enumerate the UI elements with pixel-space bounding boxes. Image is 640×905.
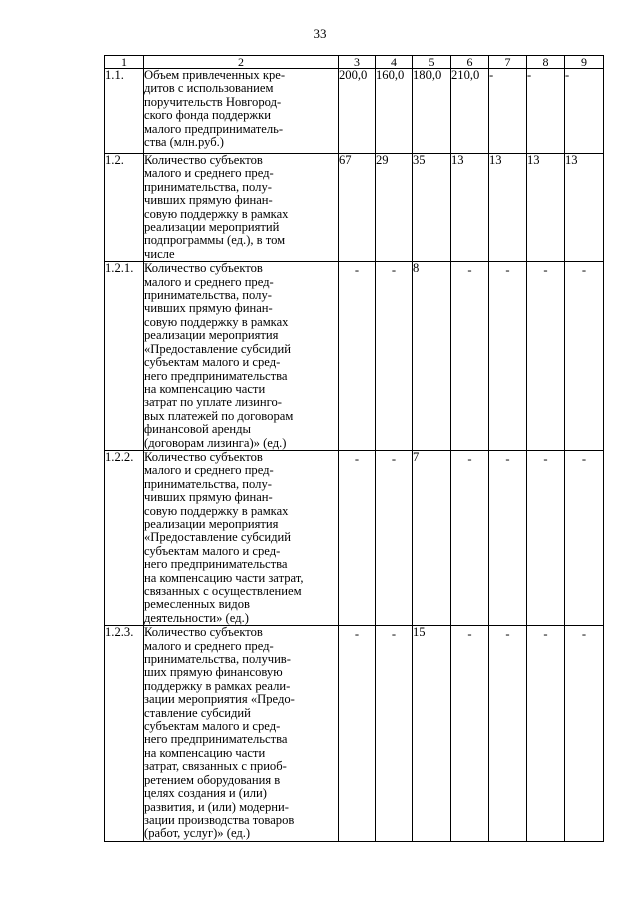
row-description: Количество субъектов малого и среднего пред- принимательства, полу- чивших прямую финан- совую поддержку в рамках реализации мероприятия «Предоставление субсидий субъектам малого и сред- него предпринимательства на компенсацию части затрат, связанных с осуществлением ремесленных видов деятельности» (ед.) [144,450,339,625]
row-value: - [489,262,527,451]
table-header-row [105,56,604,69]
column-header: 5 [413,56,451,69]
row-value: - [451,626,489,842]
column-header: 7 [489,56,527,69]
column-header: 9 [565,56,604,69]
row-value: - [451,262,489,451]
row-value: - [489,69,527,154]
table-row [105,450,604,625]
row-number: 1.1. [105,69,144,154]
row-value: - [565,626,604,842]
row-value: 180,0 [413,69,451,154]
table-row [105,626,604,842]
column-header: 8 [527,56,565,69]
column-header: 2 [144,56,339,69]
row-value: - [489,626,527,842]
row-value: 13 [489,154,527,262]
row-value: - [339,450,376,625]
row-description: Количество субъектов малого и среднего пред- принимательства, получив- ших прямую финансовую поддержку в рамках реали- зации мероприятия «Предо- ставление субсидий субъектам малого и сред- него предпринимательства на компенсацию части затрат, связанных с приоб- ретением оборудования в целях создания и (или) развития, и (или) модерни- зации производства товаров (работ, услуг)» (ед.) [144,626,339,842]
row-value: 13 [527,154,565,262]
row-value: 15 [413,626,451,842]
row-value: - [376,262,413,451]
row-value: - [339,262,376,451]
row-value: - [376,450,413,625]
column-header: 3 [339,56,376,69]
row-value: - [565,69,604,154]
row-number: 1.2. [105,154,144,262]
column-header: 6 [451,56,489,69]
row-value: - [489,450,527,625]
row-value: 200,0 [339,69,376,154]
row-value: 160,0 [376,69,413,154]
row-value: 35 [413,154,451,262]
row-value: - [527,69,565,154]
indicators-table [104,55,604,842]
column-header: 4 [376,56,413,69]
row-value: 67 [339,154,376,262]
row-value: - [527,626,565,842]
row-value: - [527,262,565,451]
row-value: 7 [413,450,451,625]
row-value: - [376,626,413,842]
row-number: 1.2.2. [105,450,144,625]
table-row [105,262,604,451]
row-value: 13 [565,154,604,262]
row-value: - [451,450,489,625]
row-description: Количество субъектов малого и среднего пред- принимательства, полу- чивших прямую финан- совую поддержку в рамках реализации мероприятия «Предоставление субсидий субъектам малого и сред- него предпринимательства на компенсацию части затрат по уплате лизинго- вых платежей по договорам финансовой аренды (договорам лизинга)» (ед.) [144,262,339,451]
row-value: 29 [376,154,413,262]
row-number: 1.2.3. [105,626,144,842]
table-row [105,69,604,154]
row-value: 210,0 [451,69,489,154]
row-value: 8 [413,262,451,451]
row-value: - [339,626,376,842]
row-value: - [565,450,604,625]
table-row [105,154,604,262]
page-number: 33 [313,26,327,41]
row-number: 1.2.1. [105,262,144,451]
row-description: Количество субъектов малого и среднего пред- принимательства, полу- чивших прямую финан- совую поддержку в рамках реализации мероприятий подпрограммы (ед.), в том числе [144,154,339,262]
row-value: 13 [451,154,489,262]
row-value: - [527,450,565,625]
row-value: - [565,262,604,451]
row-description: Объем привлеченных кре- дитов с использованием поручительств Новгород- ского фонда поддержки малого предприниматель- ства (млн.руб.) [144,69,339,154]
column-header: 1 [105,56,144,69]
